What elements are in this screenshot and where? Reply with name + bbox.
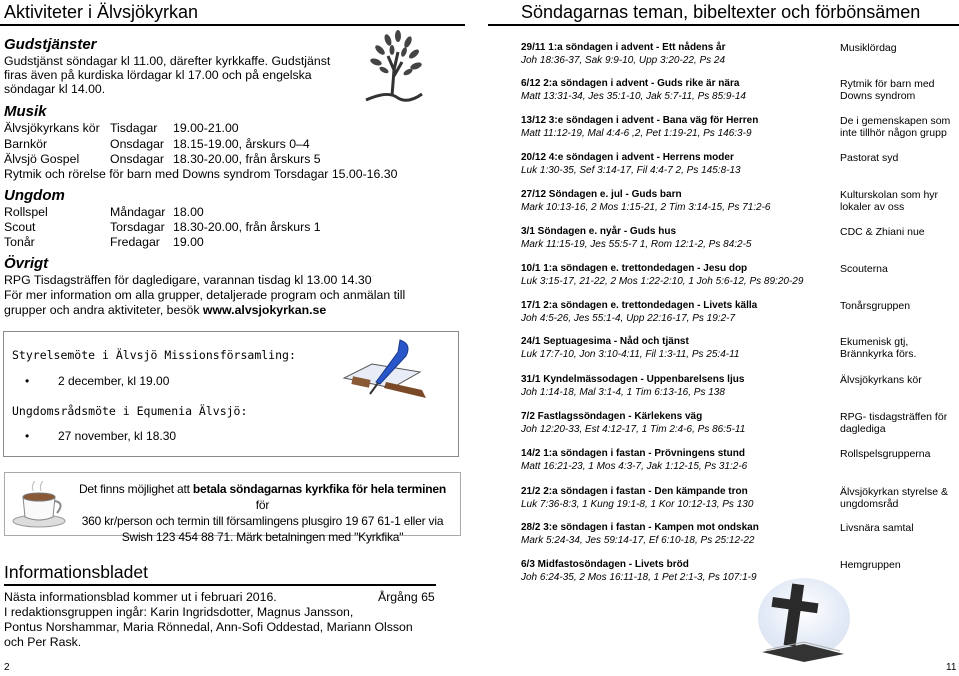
group-time: 18.30-20.00, från årskurs 5: [173, 152, 321, 166]
sunday-title: 7/2 Fastlagssöndagen - Kärlekens väg: [521, 411, 703, 422]
sunday-title: 28/2 3:e söndagen i fastan - Kampen mot ondskan: [521, 522, 759, 533]
info-volume: Årgång 65: [378, 590, 435, 604]
group-day: Onsdagar: [110, 152, 165, 166]
group-name: Tonår: [4, 235, 35, 249]
prayer-group: Älvsjökyrkans kör: [840, 374, 922, 386]
right-page: [488, 0, 959, 676]
sunday-entry: [521, 448, 959, 478]
sunday-entry: [521, 411, 959, 441]
sunday-title: 3/1 Söndagen e. nyår - Guds hus: [521, 226, 677, 237]
tree-logo-icon: [358, 30, 432, 110]
gudstjanster-line: söndagar kl 14.00.: [4, 82, 106, 96]
group-name: Älvsjökyrkans kör: [4, 121, 100, 135]
meetings-box: [3, 331, 459, 457]
sunday-title: 31/1 Kyndelmässodagen - Uppenbarelsens ljus: [521, 374, 745, 385]
sunday-refs: Joh 4:5-26, Jes 55:1-4, Upp 22:16-17, Ps 19:2-7: [521, 313, 736, 324]
sunday-title: 10/1 1:a söndagen e. trettondedagen - Jesu dop: [521, 263, 748, 274]
sunday-refs: Joh 6:24-35, 2 Mos 16:11-18, 1 Pet 2:1-3, Ps 107:1-9: [521, 572, 757, 583]
sunday-entry: [521, 559, 959, 589]
ungdom-heading: Ungdom: [4, 187, 65, 204]
group-name: Älvsjö Gospel: [4, 152, 80, 166]
sunday-title: 6/3 Midfastosöndagen - Livets bröd: [521, 559, 689, 570]
sunday-entry: [521, 189, 959, 219]
prayer-group: Livsnära samtal: [840, 522, 914, 534]
group-day: Fredagar: [110, 235, 160, 249]
sunday-entry: [521, 42, 959, 72]
sunday-refs: Matt 13:31-34, Jes 35:1-10, Jak 5:7-11, Ps 85:9-14: [521, 91, 746, 102]
group-name: Rollspel: [4, 205, 48, 219]
prayer-group: Rollspelsgrupperna: [840, 448, 931, 460]
group-name: Scout: [4, 220, 36, 234]
sunday-title: 21/2 2:a söndagen i fastan - Den kämpande tron: [521, 486, 748, 497]
gudstjanster-line: Gudstjänst söndagar kl 11.00, därefter kyrkkaffe. Gudstjänst: [4, 54, 331, 68]
prayer-group-cont: lokaler av oss: [840, 201, 905, 213]
sunday-refs: Mark 11:15-19, Jes 55:5-7 1, Rom 12:1-2, Ps 84:2-5: [521, 239, 752, 250]
group-time: 18.00: [173, 205, 204, 219]
styrelse-date: • 2 december, kl 19.00: [26, 374, 169, 388]
sunday-title: 27/12 Söndagen e. jul - Guds barn: [521, 189, 682, 200]
group-time: 18.30-20.00, från årskurs 1: [173, 220, 321, 234]
sunday-entry: [521, 336, 959, 366]
prayer-group: Rytmik för barn med: [840, 78, 935, 90]
page-number: 2: [4, 662, 10, 673]
prayer-group: De i gemenskapen som: [840, 115, 951, 127]
left-page-title: Aktiviteter i Älvsjökyrkan: [0, 0, 465, 26]
donation-line: Det finns möjlighet att betala söndagarnas kyrkfika för hela terminen för: [78, 482, 447, 512]
prayer-group: Kulturskolan som hyr: [840, 189, 939, 201]
prayer-group: CDC & Zhiani nue: [840, 226, 925, 238]
donation-line: 360 kr/person och termin till församlingens plusgiro 19 67 61-1 eller via: [81, 514, 444, 528]
sunday-refs: Luk 1:30-35, Sef 3:14-17, Fil 4:4-7 2, Ps 145:8-13: [521, 165, 741, 176]
sunday-title: 17/1 2:a söndagen e. trettondedagen - Livets källa: [521, 300, 758, 311]
info-line: och Per Rask.: [4, 635, 82, 649]
quill-and-paper-icon: [332, 338, 432, 400]
sunday-entry: [521, 374, 959, 404]
ungdomsrad-date: • 27 november, kl 18.30: [26, 429, 176, 443]
left-page: [0, 0, 465, 676]
prayer-group: Tonårsgruppen: [840, 300, 911, 312]
sunday-refs: Luk 17:7-10, Jon 3:10-4:11, Fil 1:3-11, Ps 25:4-11: [521, 349, 740, 360]
website-link[interactable]: www.alvsjokyrkan.se: [202, 303, 327, 317]
styrelse-label: Styrelsemöte i Älvsjö Missionsförsamling:: [12, 348, 296, 362]
group-day: Tisdagar: [110, 121, 158, 135]
sunday-title: 14/2 1:a söndagen i fastan - Prövningens stund: [521, 448, 745, 459]
right-page-title: Söndagarnas teman, bibeltexter och förbönsämen: [488, 0, 959, 26]
info-divider: [4, 584, 436, 586]
prayer-group: RPG- tisdagsträffen för: [840, 411, 948, 423]
sunday-entry: [521, 115, 959, 145]
cross-and-bible-icon: [752, 574, 852, 664]
prayer-group: Musiklördag: [840, 42, 897, 54]
sunday-refs: Mark 10:13-16, 2 Mos 1:15-21, 2 Tim 3:14-15, Ps 71:2-6: [521, 202, 771, 213]
sunday-entry: [521, 522, 959, 552]
musik-extra: Rytmik och rörelse för barn med Downs syndrom Torsdagar 15.00-16.30: [4, 167, 398, 181]
info-line: Pontus Norshammar, Maria Rönnedal, Ann-Sofi Oddestad, Mariann Olsson: [4, 620, 413, 634]
sunday-entry: [521, 486, 959, 516]
info-line: I redaktionsgruppen ingår: Karin Ingridsdotter, Magnus Jansson,: [4, 605, 354, 619]
group-day: Torsdagar: [110, 220, 165, 234]
sunday-entry: [521, 78, 959, 108]
prayer-group-cont: Downs syndrom: [840, 90, 916, 102]
sunday-refs: Matt 11:12-19, Mal 4:4-6 ,2, Pet 1:19-21, Ps 146:3-9: [521, 128, 752, 139]
sunday-entry: [521, 263, 959, 293]
sunday-refs: Luk 3:15-17, 21-22, 2 Mos 1:22-2:10, 1 Joh 5:6-12, Ps 89:20-29: [521, 276, 804, 287]
ovrigt-line: RPG Tisdagsträffen för dagledigare, varannan tisdag kl 13.00 14.30: [4, 273, 372, 287]
prayer-group: Älvsjökyrkan styrelse &: [840, 486, 948, 498]
prayer-group: Ekumenisk gtj,: [840, 336, 909, 348]
sunday-refs: Joh 1:14-18, Mal 3:1-4, 1 Tim 6:13-16, Ps 138: [521, 387, 725, 398]
group-time: 18.15-19.00, årskurs 0–4: [173, 137, 310, 151]
sunday-title: 24/1 Septuagesima - Nåd och tjänst: [521, 336, 689, 347]
group-time: 19.00: [173, 235, 204, 249]
sunday-refs: Matt 16:21-23, 1 Mos 4:3-7, Jak 1:12-15, Ps 31:2-6: [521, 461, 748, 472]
gudstjanster-line: firas även på kurdiska lördagar kl 17.00 och på engelska: [4, 68, 312, 82]
prayer-group-cont: inte tillhör någon grupp: [840, 127, 947, 139]
group-name: Barnkör: [4, 137, 48, 151]
prayer-group-cont: dagledigа: [840, 423, 886, 435]
ovrigt-heading: Övrigt: [4, 255, 49, 272]
sunday-title: 20/12 4:e söndagen i advent - Herrens moder: [521, 152, 734, 163]
sunday-refs: Mark 5:24-34, Jes 59:14-17, Ef 6:10-18, Ps 25:12-22: [521, 535, 755, 546]
sunday-refs: Luk 7:36-8:3, 1 Kung 19:1-8, 1 Kor 10:12-13, Ps 130: [521, 499, 754, 510]
coffee-cup-icon: [11, 481, 69, 529]
info-line: Nästa informationsblad kommer ut i februari 2016.: [4, 590, 277, 604]
group-day: Onsdagar: [110, 137, 165, 151]
donation-box: [4, 472, 461, 544]
sunday-refs: Joh 18:36-37, Sak 9:9-10, Upp 3:20-22, Ps 24: [521, 55, 726, 66]
ovrigt-line-text: grupper och andra aktiviteter, besök: [4, 303, 203, 317]
ovrigt-line: För mer information om alla grupper, detaljerade program och anmälan till: [4, 288, 406, 302]
musik-heading: Musik: [4, 103, 47, 120]
ovrigt-line: [4, 303, 326, 317]
prayer-group: Scouterna: [840, 263, 888, 275]
prayer-group-cont: ungdomsråd: [840, 498, 899, 510]
page-number: 11: [946, 662, 957, 673]
prayer-group: Pastorat syd: [840, 152, 899, 164]
group-day: Måndagar: [110, 205, 166, 219]
prayer-group-cont: Brännkyrka förs.: [840, 348, 917, 360]
group-time: 19.00-21.00: [173, 121, 239, 135]
donation-line: Swish 123 454 88 71. Märk betalningen med "Kyrkfika": [121, 530, 404, 544]
gudstjanster-heading: Gudstjänster: [4, 36, 97, 53]
donation-text: [75, 481, 450, 545]
sunday-refs: Joh 12:20-33, Est 4:12-17, 1 Tim 2:4-6, Ps 86:5-11: [521, 424, 746, 435]
sunday-entry: [521, 152, 959, 182]
sunday-entry: [521, 300, 959, 330]
sunday-title: 29/11 1:a söndagen i advent - Ett nådens år: [521, 42, 726, 53]
sunday-title: 6/12 2:a söndagen i advent - Guds rike är nära: [521, 78, 740, 89]
prayer-group: Hemgruppen: [840, 559, 901, 571]
sunday-entry: [521, 226, 959, 256]
ungdomsrad-label: Ungdomsrådsmöte i Equmenia Älvsjö:: [12, 404, 248, 418]
info-heading: Informationsbladet: [4, 562, 148, 582]
sunday-title: 13/12 3:e söndagen i advent - Bana väg för Herren: [521, 115, 759, 126]
